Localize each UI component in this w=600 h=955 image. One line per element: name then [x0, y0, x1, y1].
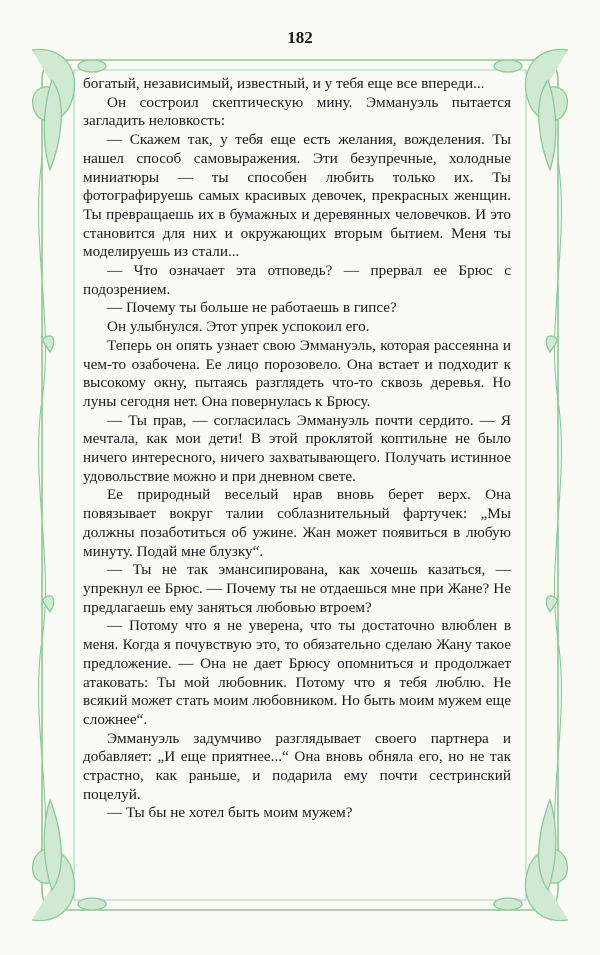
paragraph: Он состроил скептическую мину. Эммануэль пытается загладить неловкость: — [83, 93, 511, 130]
right-leaf-1 — [546, 336, 558, 352]
paragraph: — Почему ты больше не работаешь в гипсе? — [107, 299, 397, 317]
paragraph: Теперь он опять узнает свою Эммануэль, которая рассеянна и чем-то озабочена. Ее лицо порозовело. Она встает и подходит к высокому окну, пытаясь разглядеть что-то сквозь деревья. Но луны сегодня нет. Она повернулась к Брюсу. — [83, 336, 511, 410]
left-leaf-1 — [42, 336, 54, 352]
paragraph: — Ты не так эмансипирована, как хочешь казаться, — упрекнул ее Брюс. — Почему ты не отдаешься мне при Жане? Не предлагаешь ему заняться любовью втроем? — [83, 561, 511, 616]
page-number: 182 — [287, 28, 313, 47]
left-leaf-2 — [42, 596, 54, 612]
paragraph: богатый, независимый, известный, и у тебя еще все впереди... — [83, 75, 485, 92]
paragraph: — Ты бы не хотел быть моим мужем? — [107, 804, 353, 822]
paragraph: — Скажем так, у тебя еще есть желания, вожделения. Ты нашел способ самовыражения. Эти безупречные, холодные миниатюры — ты способен любить только их. Ты фотографируешь самых красивых девочек, прекрасных женщин. Ты превращаешь их в бумажных и деревянных человечков. И это становится для них и окружающих вторым бытием. Меня ты моделируешь из стали... — [83, 131, 511, 261]
paragraph: Он улыбнулся. Этот упрек успокоил его. — [107, 318, 370, 336]
paragraph: — Потому что я не уверена, что ты достаточно влюблен в меня. Когда я почувствую это, то обязательно сделаю Жану такое предложение. — Она не дает Брюсу опомниться и продолжает атаковать: Ты мой любовник. Потому что я тебя люблю. Не всякий может стать моим любовником. Но быть моим мужем еще сложнее“. — [83, 617, 511, 728]
body-text — [83, 75, 511, 823]
paragraph: Эммануэль задумчиво разглядывает своего партнера и добавляет: „И еще приятнее...“ Она вновь обняла его, но не так страстно, как раньше, и подарила ему почти сестринский поцелуй. — [83, 729, 511, 803]
paragraph: — Что означает эта отповедь? — прервал ее Брюс с подозрением. — [83, 262, 511, 298]
paragraph: — Ты прав, — согласилась Эммануэль почти сердито. — Я мечтала, как мои дети! В этой проклятой коптильне не было ничего интересного, ничего захватывающего. Получать истинное удовольствие можно и при дневном свете. — [83, 411, 511, 485]
paragraph: Ее природный веселый нрав вновь берет верх. Она повязывает вокруг талии соблазнительный фартучек: „Мы должны позаботиться об ужине. Жан может появиться в любую минуту. Подай мне блузку“. — [83, 486, 511, 560]
right-leaf-2 — [546, 596, 558, 612]
